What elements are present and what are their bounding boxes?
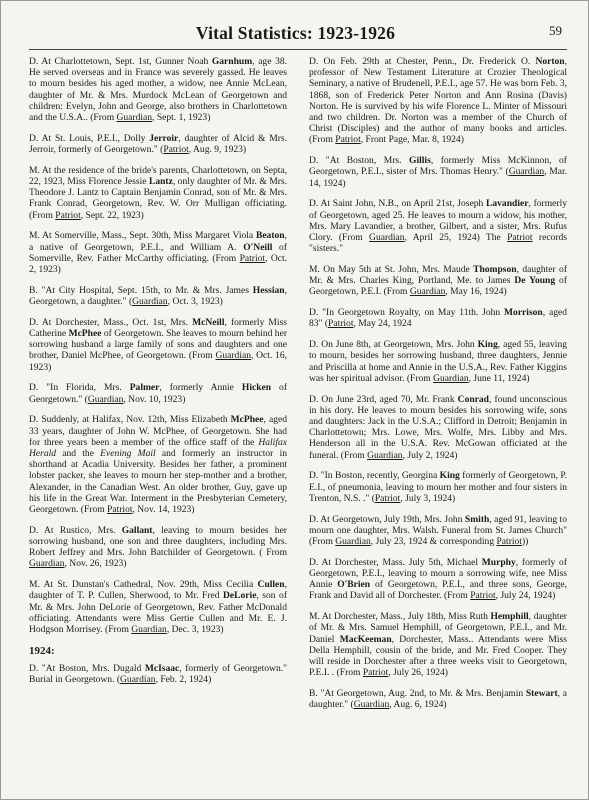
record-entry: [309, 394, 567, 461]
surname: DeLorie: [223, 590, 257, 602]
entry-text: of Somerville, Rev. Father McCarthy officiating. (From: [29, 241, 287, 264]
surname: Jerroir: [149, 132, 179, 144]
entry-text: D. "In Boston, recently, Georgina: [309, 470, 440, 482]
newspaper-source: Patriot: [470, 590, 496, 602]
surname: King: [439, 470, 460, 482]
entry-text: )): [521, 536, 529, 548]
surname: De Young: [514, 275, 556, 287]
entry-text: , leaving to mourn besides her sorrowing husband, one son and three daughters, including Mrs. Robert Jeffrey and Mrs. John Batchilder of Georgetown. ( From: [29, 524, 287, 559]
entry-text: , July 24, 1924): [495, 590, 556, 602]
entry-text: , Mar. 14, 1924): [309, 166, 567, 189]
newspaper-source: Guardian: [116, 112, 153, 124]
newspaper-source: Patriot: [496, 536, 522, 548]
record-entry: [29, 525, 287, 570]
entry-text: , Georgetown, a daughter." (: [29, 284, 287, 308]
newspaper-source: Guardian: [131, 624, 167, 636]
entry-text: , only daughter of Mr. & Mrs. Theodore J. Lantz to Captain Benjamin Conrad, son of Mr. & Mrs. Frank Conrad, Georgetown, Rev. W. Orr Mulligan officiating. (From: [29, 176, 288, 221]
entry-text: , Oct. 3, 1923): [167, 296, 223, 308]
record-entry: [309, 688, 567, 710]
entry-text: records "sisters.": [309, 232, 568, 255]
surname: Hessian: [252, 284, 285, 296]
entry-text: M. At Somerville, Mass., Sept. 30th, Miss Margaret Viola: [29, 230, 256, 242]
surname: Smith: [464, 513, 490, 525]
entry-text: , aged 83" (: [309, 307, 568, 330]
surname: Murphy: [481, 556, 516, 568]
entry-text: , Aug. 6, 1924): [389, 699, 447, 711]
entry-text: , formerly Annie: [159, 382, 242, 394]
entry-text: B. "At Georgetown, Aug. 2nd, to Mr. & Mrs. Benjamin: [309, 688, 526, 700]
entry-text: D. At Dorchester, Mass. July 5th, Michael: [309, 556, 482, 568]
entry-text: and formerly an instructor in shorthand at Acadia University. Besides her father, a prominent lobster packer, she leaves to mourn her step-mother and a brother, Alexander, in the Canadian West. An older brother, Guy, gave up his life in the Great War. Interment in the Presbyterian Cemetery, Georgetown. (From: [29, 448, 287, 516]
newspaper-source: Patriot: [163, 144, 189, 156]
surname: Cullen: [257, 579, 285, 591]
entry-text: M. On May 5th at St. John, Mrs. Maude: [309, 264, 474, 276]
entry-text: M. At the residence of the bride's parents, Charlottetown, on Septa, 22, 1923, Miss Florence Jessie: [29, 164, 287, 188]
surname: McIsaac: [144, 662, 180, 674]
record-entry: [309, 307, 567, 329]
record-entry: [29, 56, 287, 123]
entry-text: of Georgetown, P.E.I., and three sons, George, Frank and David all of Dorchester. (From: [309, 579, 567, 602]
newspaper-source: Patriot: [239, 252, 266, 264]
entry-text: formerly of Georgetown, P. E.I., of pneumonia, leaving to mourn her mother and four sisters in Trenton, N.S. ." (: [309, 470, 567, 504]
entry-text: , professor of New Testament Literature at Crozier Theological Seminary, a native of Brudenell, P.E.I., age 57. He was born Feb. 3, 1868, son of Frederick Peter Norton and Ann Rosina (Davis) Norton. He is survived by his wife Florence L. Minter of Missouri and two children. Dr. Norton was a member of the Church of Christ (Disciples) and the author of many books and articles. (From: [309, 56, 567, 146]
surname: Lantz: [148, 176, 173, 188]
entry-text: , Dec. 3, 1923): [166, 624, 224, 636]
entry-text: , Nov. 14, 1923): [132, 504, 195, 516]
entry-text: D. At Dorchester, Mass., Oct. 1st, Mrs.: [29, 316, 193, 328]
record-entry: [309, 339, 567, 384]
surname: Garnhum: [211, 56, 253, 67]
newspaper-source: Guardian: [409, 286, 446, 298]
surname: MacKeeman: [339, 633, 392, 645]
newspaper-source: Patriot: [507, 232, 533, 244]
surname: Lavandier: [486, 198, 529, 210]
entry-text: , aged 33 years, daughter of John W. McPhee, of Georgetown. She had for three years been a member of the office staff of the: [29, 414, 287, 448]
newspaper-source: Patriot: [362, 667, 389, 679]
record-entry: [309, 470, 567, 504]
newspaper-source: Patriot: [335, 134, 361, 146]
entry-text: , Aug. 9, 1923): [188, 144, 247, 156]
entry-text: D. "At Boston, Mrs. Dugald: [29, 662, 145, 674]
newspaper-source: Patriot: [55, 209, 81, 221]
surname: O'Neill: [243, 241, 273, 253]
entry-text: B. "At City Hospital, Sept. 15th, to Mr. & Mrs. James: [29, 284, 253, 296]
entry-text: D. "In Georgetown Royalty, on May 11th. John: [309, 307, 505, 319]
surname: Beaton: [255, 230, 285, 242]
entry-text: and the: [56, 448, 101, 460]
newspaper-source: Guardian: [369, 232, 405, 244]
entry-text: , Front Page, Mar. 8, 1924): [360, 134, 464, 146]
entry-text: , formerly Miss McKinnon, of Georgetown, P.E.I., sister of Mrs. Thomas Henry." (: [309, 155, 567, 178]
surname: Hicken: [241, 382, 272, 394]
surname: McPhee: [68, 328, 102, 340]
record-entry: [29, 414, 287, 515]
entry-text: of Georgetown." (: [29, 382, 287, 405]
entry-text: , April 25, 1924) The: [404, 232, 508, 244]
surname: Palmer: [129, 382, 160, 394]
record-entry: [309, 514, 567, 548]
record-entry: [309, 56, 567, 146]
entry-text: , aged 55, leaving to mourn, besides her sorrowing husband, three daughters, Jennie and Priscilla at home and Annie in the U.S.A., Rev. Father Kiggins was her spiritual advisor. (From: [309, 339, 567, 384]
left-column: [29, 56, 287, 695]
record-entry: [309, 155, 567, 189]
entry-text: , formerly of Georgetown, P.E.I., leaving to mourn a sorrowing wife, nee Miss Annie: [309, 556, 567, 591]
newspaper-source: Guardian: [367, 449, 403, 461]
surname: Norton: [535, 56, 565, 67]
surname: Gallant: [121, 524, 153, 536]
entry-text: , June 11, 1924): [468, 372, 530, 384]
entry-text: , July 26, 1924): [388, 667, 448, 679]
record-entry: [309, 557, 567, 602]
newspaper-source: Guardian: [335, 536, 371, 548]
newspaper-source: Guardian: [215, 350, 251, 362]
entry-text: D. At St. Louis, P.E.I., Dolly: [29, 132, 150, 144]
entry-text: , Nov. 10, 1923): [123, 393, 186, 405]
entry-text: D. Suddenly, at Halifax, Nov. 12th, Miss Elizabeth: [29, 414, 231, 426]
entry-text: D. At Saint John, N.B., on April 21st, Joseph: [309, 198, 487, 210]
header-rule: [29, 49, 567, 50]
entry-text: D. On June 23rd, aged 70, Mr. Frank: [309, 393, 458, 405]
publication-title: Halifax Herald: [29, 436, 287, 460]
surname: King: [477, 339, 498, 351]
newspaper-source: Patriot: [374, 492, 401, 504]
newspaper-source: Guardian: [508, 166, 545, 178]
entry-text: , Dorchester, Mass.. Attendants were Miss Della Hemphill, cousin of the bride, and Mr. Fred Cooper. They will reside in Dorchester after a three weeks visit to Georgetown, P.E.I. . (From: [309, 633, 567, 679]
entry-text: , Nov. 26, 1923): [64, 558, 127, 570]
entry-text: , Sept. 22, 1923): [80, 209, 144, 221]
entry-text: , formerly Miss Catherine: [29, 316, 287, 340]
record-entry: [29, 382, 287, 404]
surname: McNeill: [192, 316, 225, 328]
newspaper-source: Guardian: [120, 674, 156, 686]
entry-text: D. On Feb. 29th at Chester, Penn., Dr. Frederick O.: [309, 56, 536, 67]
entry-text: , daughter of Alcid & Mrs. Jerroir, formerly of Georgetown." (: [29, 132, 287, 156]
entry-text: , Sept. 1, 1923): [152, 112, 211, 124]
entry-text: , May 24, 1924: [353, 318, 412, 330]
newspaper-source: Guardian: [353, 699, 390, 711]
entry-text: , daughter of Mr. & Mrs. Charles King, Portland, Me. to James: [309, 264, 567, 287]
entry-text: , May 16, 1924): [445, 286, 507, 298]
newspaper-source: Guardian: [87, 393, 124, 405]
entry-text: of Georgetown. She leaves to mourn behind her sorrowing husband a large family of sons and daughters and one brother, Daniel McPhee, of Georgetown. (From: [29, 328, 288, 362]
publication-title: Evening Mail: [100, 448, 156, 460]
newspaper-source: Guardian: [132, 296, 168, 308]
entry-text: , July 3, 1924): [400, 492, 456, 504]
surname: Thompson: [473, 264, 517, 276]
newspaper-source: Patriot: [328, 318, 354, 330]
newspaper-source: Guardian: [433, 372, 469, 384]
page-number: 59: [549, 23, 562, 38]
record-entry: [309, 611, 567, 678]
surname: Stewart: [525, 688, 558, 700]
surname: Gillis: [409, 155, 431, 167]
right-column: [309, 56, 567, 720]
year-heading: 1924:: [29, 644, 55, 657]
entry-text: D. At Georgetown, July 19th, Mrs. John: [309, 513, 465, 525]
record-entry: [309, 264, 567, 298]
entry-text: D. At Charlottetown, Sept. 1st, Gunner Noah: [29, 56, 212, 67]
entry-text: , age 38. He served overseas and in France was severely gassed. He leaves to mourn besides his aged mother, a widow, nee Annie McLean, daughter of Mr. & Mrs. Murdock McLean of Georgetown and children: Evelyn, John and George, also brothers in Charlottetown and the U.S.A.. (From: [29, 56, 287, 124]
record-entry: [29, 663, 287, 685]
entry-text: , a daughter." (: [309, 688, 567, 711]
surname: McPhee: [230, 414, 264, 426]
record-entry: [29, 230, 287, 275]
entry-text: , son of Mr. & Mrs. John DeLorie of Georgetown, Rev. Father McDonald officiating. Attendants were Miss Gertie Cullen and Mr. E. J. Hodgson Morrisey. (From: [29, 590, 287, 636]
record-entry: [29, 317, 287, 373]
surname: Conrad: [457, 393, 489, 405]
entry-text: , found unconscious in his dory. He leaves to mourn besides his sorrowing wife, sons and daughters: Jack in the U.S.A.; Clifford in Detroit; Benjamin in Charlottetown; Mrs. Lowe, Mrs. Wolfe, Mrs. Libby and Mrs. Henderson all in the U.S.A. Rev. McGowan officiated at the funeral. (From: [309, 393, 567, 461]
entry-text: , Oct. 2, 1923): [29, 252, 287, 276]
surname: Morrison: [504, 307, 543, 319]
entry-text: , a native of Georgetown, P.E.I., and William A.: [29, 230, 287, 253]
entry-text: D. "At Boston, Mrs.: [309, 155, 410, 167]
entry-text: , formerly of Georgetown." Burial in Georgetown. (: [29, 662, 288, 686]
entry-text: , daughter of T. P. Cullen, Sherwood, to Mr. Fred: [29, 579, 287, 602]
entry-text: M. At St. Dunstan's Cathedral, Nov. 29th, Miss Cecilia: [29, 579, 258, 591]
newspaper-source: Guardian: [29, 558, 65, 570]
record-entry: [29, 579, 287, 635]
newspaper-source: Patriot: [107, 504, 133, 516]
entry-text: , Oct. 16, 1923): [29, 350, 288, 373]
record-entry: [29, 285, 287, 307]
entry-text: D. On June 8th, at Georgetown, Mrs. John: [309, 339, 478, 351]
entry-text: D. At Rustico, Mrs.: [29, 524, 122, 536]
page-title: Vital Statistics: 1923-1926: [195, 23, 396, 43]
surname: O'Brien: [337, 579, 371, 591]
entry-text: D. "In Florida, Mrs.: [29, 382, 130, 394]
entry-text: of Georgetown, P.E.I. (From: [309, 275, 567, 298]
record-entry: [309, 198, 567, 254]
entry-text: , aged 91, leaving to mourn one daughter, Mrs. Walsh. Funeral from St. James Church" (From: [309, 513, 567, 548]
entry-text: , daughter of Mr. & Mrs. Samuel Hemphill, of Georgetown, P.E.I., and Mr. Daniel: [309, 611, 567, 645]
entry-text: M. At Dorchester, Mass., July 18th, Miss Ruth: [309, 611, 491, 623]
entry-text: , Feb. 2, 1924): [155, 674, 212, 686]
record-entry: [29, 165, 287, 221]
record-entry: [29, 133, 287, 155]
surname: Hemphill: [490, 611, 529, 623]
entry-text: , July 2, 1924): [402, 449, 458, 461]
entry-text: , formerly of Georgetown, aged 25. He leaves to mourn a widow, his mother, Mrs. Mary Lavandier, a brother, Gilbert, and a sister, Mrs. Rufus Clory. (From: [309, 198, 567, 244]
entry-text: , July 23, 1924 & corresponding: [370, 536, 497, 548]
